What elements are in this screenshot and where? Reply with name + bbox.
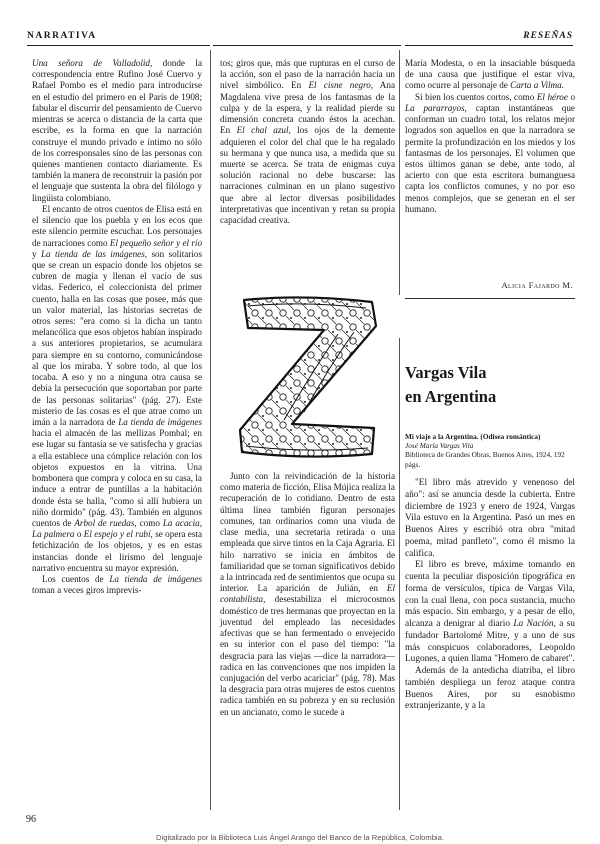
section-header-resenas: RESEÑAS	[405, 31, 573, 46]
text: los ojos de la demente adquieren el color del chal que le ha regalado su hermana y que nunca usa, a medida que su muerte se acerca. Se trata de enigmas cuya solución racional no debe buscarse: las narraciones culminan en un plano sugestivo que abre al lector diversas posibilidades interpretativas que incentivan y retan su propia capacidad creativa.	[220, 125, 396, 226]
review-title-line: Vargas Vila	[405, 363, 487, 382]
title-ref: La tienda de imágenes	[109, 574, 202, 585]
text: El encanto de otros cuentos de Elisa está en el silencio que los puebla y en los ecos que este silencio permite escuchar. Los personajes de narraciones como	[32, 203, 202, 248]
text: Los cuentos de	[42, 574, 110, 585]
text: se opera esta fetichización de los objetos, y es en estas instancias donde el lirismo del lenguaje narrativo encuentra su mayor expresión.	[32, 529, 202, 573]
paragraph	[220, 58, 395, 226]
review-signature: Alicia Fajardo M.	[501, 280, 573, 290]
title-ref: La acacia, La palmera	[32, 517, 202, 540]
text: hacia el almacén de las mellizas Pombal; en ese lugar su fantasía se ve satisfecha y gracias a ella establece una cómplice relación con los objetos expuestos en la vitrina. Una bombonera que compra y coloca en su casa, la induce a entrar de puntillas a la habitación donde ésta se halla, "como si allí hubiera un niño dormido" (pág. 43). También en algunos cuentos de	[32, 428, 202, 528]
text: Ana Magdalena vive presa de los fantasmas de la culpa y de la espera, y la realidad pierde su dimensión concreta cuando éstos la acechan. En	[220, 80, 396, 136]
title-ref: La Nación,	[513, 619, 556, 629]
text: toman a veces giros imprevis-	[32, 585, 142, 596]
text: Si bien los cuentos cortos, como	[415, 91, 537, 102]
book-author: José María Vargas Vila	[405, 441, 474, 451]
digitization-footer: Digitalizado por la Biblioteca Luis Ángel Arango del Banco de la República, Colombia.	[156, 833, 444, 842]
text: desestabiliza el microcosmos doméstico de tres hermanas que proyectan en la juventud del empleado las necesidades afectivas que se han fermentado o envejecido en su interior con el paso del tiempo: "la desgracia para las viejas —dice la narradora— radica en las convenciones que nos impiden la conjugación del verbo acariciar" (pág. 78). Mas la desgracia para otras mujeres de estos cuentos radica también en su pobreza y en su reclusión en un ancianato, como le sucede a	[220, 594, 395, 717]
review-separator	[405, 298, 575, 299]
title-ref: El contabilista,	[220, 583, 395, 605]
text: a su fundador Bartolomé Mitre, y a uno de sus más conspicuos colaboradores, Leopoldo Lugones, a quien llama "Homero de cabaret".	[405, 619, 575, 665]
title-ref: Arbol de ruedas,	[74, 517, 137, 528]
book-publisher: Biblioteca de Grandes Obras, Buenos Aires, 1924, 192 págs.	[405, 450, 565, 469]
column-two-bottom	[220, 471, 395, 718]
column-two-top	[220, 58, 395, 226]
column-divider-right-lower	[399, 338, 400, 810]
text: , son solitarios que se crean un espacio donde los objetos se cubren de magia y llenan el vacío de sus vidas. Federico, el coleccionista del primer cuento, halla en las cosas que posee, más que un valor material, las historias secretas de otros seres: "era como si la dicha un tanto melancólica que esos objetos habían inspirado a sus anteriores propietarios, se acumulara para siempre en su contorno, comunicándose al que los miraba. Y sobre todo, al que los tocaba. A eso y no a ninguna otra causa se debía la persecución que soportaban por parte de las personas solitarias" (pág. 27). Este misterio de las cosas es el que atrae como un imán a la narradora de	[32, 248, 202, 427]
review-title-line: en Argentina	[405, 387, 497, 406]
text: Junto con la reivindicación de la historia como materia de ficción, Elisa Mújica realiza la recuperación de lo cotidiano. Dentro de esta última línea también figuran personajes comunes, tan ordinarios como una viuda de clase media, una secretaria retirada o una empleada que sirve tintos en la Caja Agraria. El hilo narrativo se inicia en ámbitos de familiaridad que se tornan significativos debido a la intrincada red de sentimientos que ocupa su interior. La aparición de Julián, en	[220, 471, 395, 594]
paragraph	[32, 574, 202, 596]
header-rule	[213, 31, 401, 46]
paragraph	[405, 58, 575, 92]
paragraph: Además de la antedicha diatriba, el libro también despliega un feroz ataque contra Buenos Aires, por su esnobismo extranjerizante, y a la	[405, 666, 575, 712]
book-title: Mi viaje a la Argentina. (Odisea romántica)	[405, 432, 541, 441]
page-number: 96	[26, 814, 36, 825]
text: El libro es breve, máxime tomando en cuenta la peculiar disposición tipográfica en forma de versículos, típica de Vargas Vila, con la cual llena, con poca sustancia, mucho más espacio. Sin embargo, y a pesar de ello, alcanza a denigrar al diario	[405, 560, 575, 629]
review-title	[405, 361, 577, 409]
text: como	[136, 517, 163, 528]
title-ref: El pequeño señor y el río	[109, 237, 203, 248]
paragraph	[220, 471, 395, 718]
bibliographic-entry	[405, 432, 577, 469]
text: donde la correspondencia entre Rufino José Cuervo y Rafael Pombo es el medio para introducirse en el estudio del primero en el París de 1908; fabular el discurrir del pensamiento de Cuervo mientras se acerca o distancia de la carta que escribe, es la forma en que la narración construye el mundo privado e íntimo no sólo de los corresponsales sino de las personas con quienes mantienen contacto diariamente. Es también la manera de reconstruir la pasión por el lenguaje que sustenta la obra del filólogo y lingüista colombiano.	[32, 58, 202, 203]
column-one	[32, 58, 202, 597]
paragraph: "El libro más atrevido y venenoso del año": así se anuncia desde la cubierta. Entre diciembre de 1923 y enero de 1924, Vargas Vila estuvo en la Argentina. Pasó un mes en Buenos Aires y escribió otra obra "mitad poema, mitad panfleto", como él mismo la califica.	[405, 478, 575, 559]
title-ref: El espejo y el rubí,	[83, 529, 153, 540]
column-divider-right	[399, 50, 400, 295]
paragraph	[405, 560, 575, 666]
column-three-bottom	[405, 478, 575, 713]
text: María Modesta, o en la insaciable búsqueda de una causa que justifique el estar viva, como ocurre al personaje de	[405, 58, 575, 91]
text: captan instantáneas que conforman un cuadro total, los relatos mejor logrados son aquellos en que la narradora se permite la profundización en los miedos y los fantasmas de los personajes. El volumen que estos últimos ganan se debe, ante todo, al acierto con que esta escritora bumanguesa capta los conflictos comunes, y no por eso menos complejos, que se generan en el ser humano.	[405, 102, 575, 214]
decorative-letter-z-illustration	[234, 292, 382, 462]
text: o	[567, 91, 576, 102]
title-ref: La tienda de imágenes	[118, 417, 202, 427]
paragraph	[32, 58, 202, 204]
paragraph	[32, 204, 202, 574]
title-ref: El héroe	[536, 91, 568, 102]
section-header-narrativa: NARRATIVA	[27, 31, 210, 46]
text: y	[32, 248, 41, 259]
title-ref: El chal azul,	[236, 125, 291, 136]
title-ref: Una señora de Valladolid,	[32, 58, 153, 68]
column-divider-left	[210, 50, 211, 810]
column-three-top	[405, 58, 575, 215]
title-ref: La tienda de las imágenes	[40, 248, 145, 259]
title-ref: La pararrayos,	[405, 102, 467, 113]
paragraph	[405, 92, 575, 215]
title-ref: Carta a Vilma.	[510, 80, 564, 91]
title-ref: El cisne negro,	[308, 80, 374, 91]
text: o	[74, 529, 84, 540]
text: tos; giros que, más que rupturas en el curso de la acción, son el paso de la narración hacia un nivel simbólico. En	[220, 58, 395, 91]
